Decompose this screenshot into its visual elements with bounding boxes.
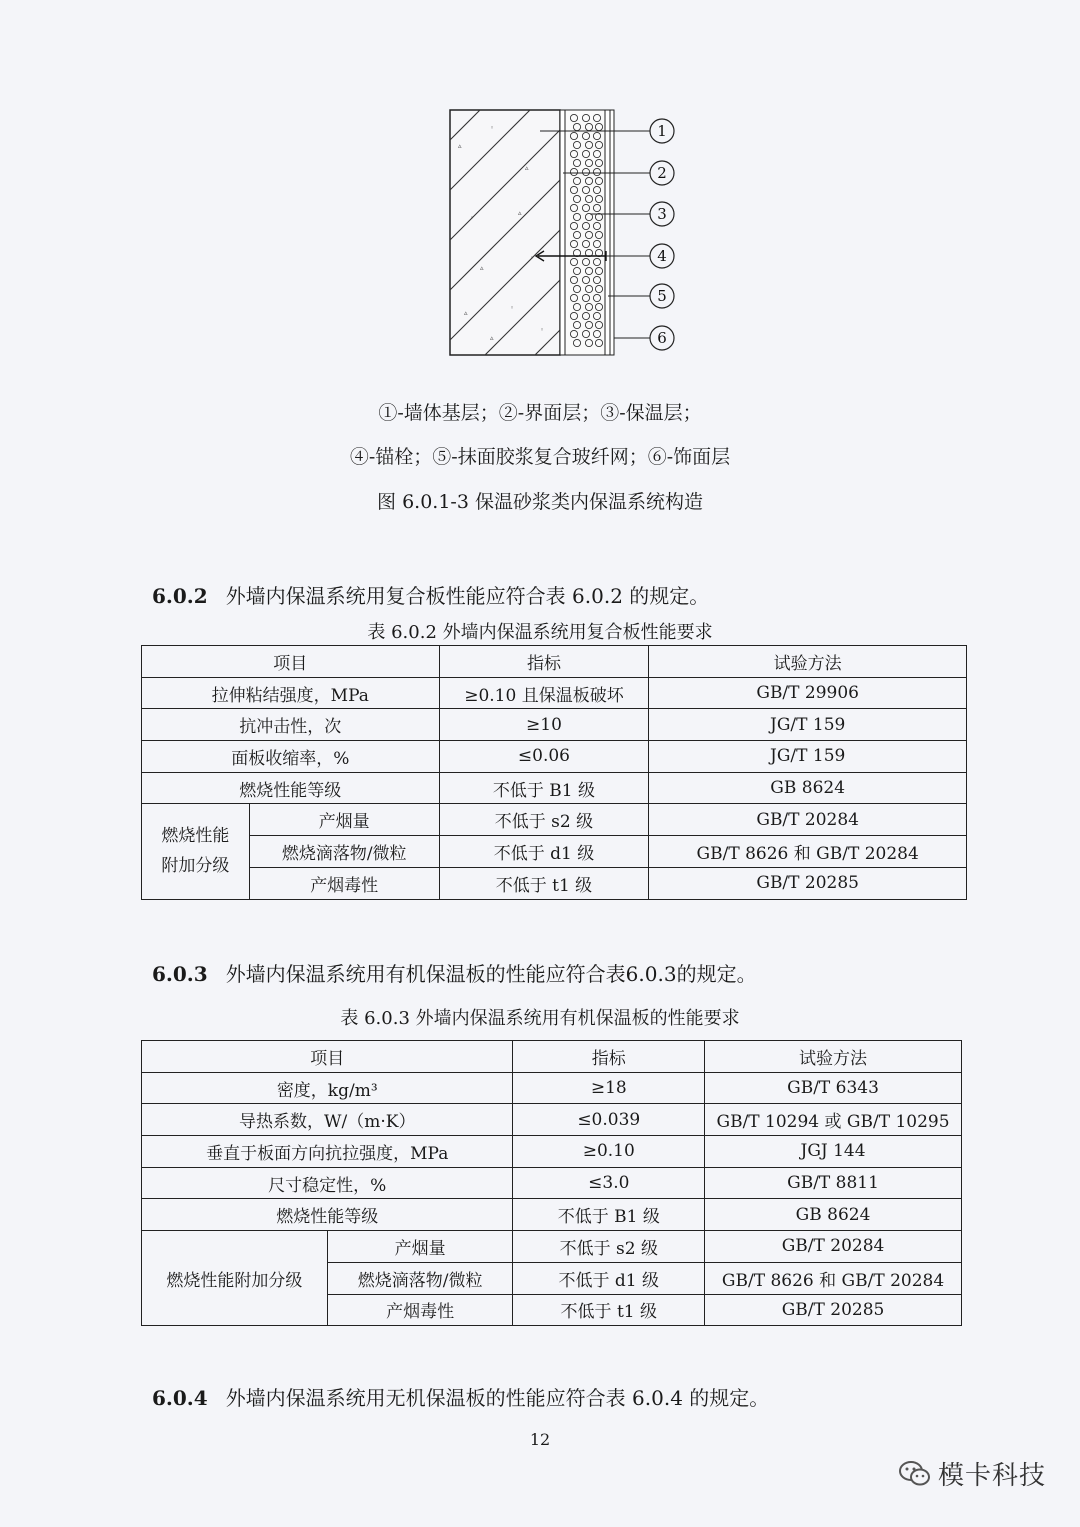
wall-construction-diagram [430, 100, 690, 365]
cell-group-label: 燃烧性能附加分级 [142, 1231, 328, 1326]
clause-text: 外墙内保温系统用无机保温板的性能应符合表 6.0.4 的规定。 [225, 1386, 770, 1410]
callout-2: 2 [657, 164, 667, 182]
cell-item: 拉伸粘结强度，MPa [142, 677, 440, 709]
table-row [142, 1072, 962, 1104]
header-value: 指标 [439, 646, 649, 678]
table-6-0-3 [141, 1040, 962, 1326]
table-row [142, 1136, 962, 1168]
cell-value: 不低于 d1 级 [513, 1262, 705, 1294]
insulation-layer [565, 110, 605, 355]
cell-value: 不低于 t1 级 [439, 867, 649, 899]
cell-item: 燃烧滴落物/微粒 [249, 836, 439, 868]
callout-3: 3 [657, 205, 667, 223]
cell-method: GB/T 10294 或 GB/T 10295 [705, 1104, 962, 1136]
table-header-row [142, 646, 967, 678]
cell-item: 燃烧性能等级 [142, 1199, 513, 1231]
cell-item: 抗冲击性，次 [142, 709, 440, 741]
svg-text:◦: ◦ [530, 254, 535, 262]
cell-item: 面板收缩率，% [142, 741, 440, 773]
cell-value: 不低于 d1 级 [439, 836, 649, 868]
cell-method: JG/T 159 [649, 709, 967, 741]
clause-number: 6.0.2 [152, 584, 208, 608]
cell-value: ≥10 [439, 709, 649, 741]
svg-text:◦: ◦ [510, 304, 515, 312]
header-method: 试验方法 [705, 1041, 962, 1073]
wechat-icon [898, 1459, 932, 1489]
clause-6-0-4 [152, 1382, 769, 1411]
figure-caption: 图 6.0.1-3 保温砂浆类内保温系统构造 [377, 491, 703, 513]
cell-item: 燃烧滴落物/微粒 [327, 1262, 513, 1294]
svg-text:▵: ▵ [525, 164, 529, 172]
cell-value: 不低于 B1 级 [513, 1199, 705, 1231]
cell-group-label [142, 804, 250, 899]
cell-item: 导热系数，W/（m·K） [142, 1104, 513, 1136]
svg-text:◦: ◦ [490, 124, 495, 132]
cell-method: GB 8624 [705, 1199, 962, 1231]
cell-value: ≥0.10 且保温板破坏 [439, 677, 649, 709]
cell-item: 尺寸稳定性，% [142, 1167, 513, 1199]
cell-item: 产烟毒性 [249, 867, 439, 899]
cell-value: ≥18 [513, 1072, 705, 1104]
svg-text:▵: ▵ [464, 309, 468, 317]
table-row [142, 677, 967, 709]
callout-5: 5 [657, 287, 667, 305]
cell-method: GB/T 20285 [705, 1294, 962, 1326]
svg-text:▵: ▵ [490, 334, 494, 342]
table-6-0-3-caption: 表 6.0.3 外墙内保温系统用有机保温板的性能要求 [340, 1008, 740, 1029]
table-header-row [142, 1041, 962, 1073]
cell-method: GB/T 20284 [649, 804, 967, 836]
table-row [142, 741, 967, 773]
cell-item: 燃烧性能等级 [142, 772, 440, 804]
callout-6: 6 [657, 329, 667, 347]
callout-4: 4 [657, 247, 667, 265]
mortar-mesh-layer [605, 110, 610, 355]
group-label-line-1: 燃烧性能 [161, 826, 230, 847]
table-row [142, 1231, 962, 1263]
cell-value: ≤0.06 [439, 741, 649, 773]
header-method: 试验方法 [649, 646, 967, 678]
cell-item: 垂直于板面方向抗拉强度，MPa [142, 1136, 513, 1168]
cell-value: 不低于 B1 级 [439, 772, 649, 804]
svg-text:◦: ◦ [470, 214, 475, 222]
cell-method: JGJ 144 [705, 1136, 962, 1168]
clause-number: 6.0.3 [152, 962, 208, 986]
svg-text:▵: ▵ [480, 264, 484, 272]
cell-method: GB/T 6343 [705, 1072, 962, 1104]
table-row [142, 772, 967, 804]
table-row [142, 867, 967, 899]
svg-text:◦: ◦ [540, 326, 545, 334]
svg-text:▵: ▵ [458, 142, 462, 150]
cell-item: 密度，kg/m³ [142, 1072, 513, 1104]
clause-text: 外墙内保温系统用复合板性能应符合表 6.0.2 的规定。 [225, 584, 710, 608]
cell-method: GB/T 8811 [705, 1167, 962, 1199]
cell-value: ≤0.039 [513, 1104, 705, 1136]
header-item: 项目 [142, 646, 440, 678]
callout-1: 1 [657, 122, 667, 140]
cell-value: 不低于 s2 级 [439, 804, 649, 836]
table-row [142, 1167, 962, 1199]
cell-value: 不低于 t1 级 [513, 1294, 705, 1326]
cell-method: GB/T 20285 [649, 867, 967, 899]
figure-legend-line-1: ①-墙体基层；②-界面层；③-保温层； [378, 402, 702, 424]
cell-value: ≤3.0 [513, 1167, 705, 1199]
finish-layer [610, 110, 614, 355]
clause-6-0-2 [152, 580, 709, 609]
table-6-0-2-caption: 表 6.0.2 外墙内保温系统用复合板性能要求 [367, 622, 713, 643]
cell-value: ≥0.10 [513, 1136, 705, 1168]
group-label-line-2: 附加分级 [161, 856, 230, 877]
clause-number: 6.0.4 [152, 1386, 208, 1410]
figure-legend-line-2: ④-锚栓；⑤-抹面胶浆复合玻纤网；⑥-饰面层 [349, 446, 731, 468]
cell-method: GB/T 29906 [649, 677, 967, 709]
table-row [142, 709, 967, 741]
cell-value: 不低于 s2 级 [513, 1231, 705, 1263]
cell-method: GB/T 20284 [705, 1231, 962, 1263]
clause-text: 外墙内保温系统用有机保温板的性能应符合表6.0.3的规定。 [225, 962, 757, 986]
header-value: 指标 [513, 1041, 705, 1073]
table-row [142, 804, 967, 836]
table-row [142, 836, 967, 868]
cell-method: JG/T 159 [649, 741, 967, 773]
cell-item: 产烟量 [327, 1231, 513, 1263]
table-row [142, 1104, 962, 1136]
header-item: 项目 [142, 1041, 513, 1073]
clause-6-0-3 [152, 958, 757, 987]
cell-method: GB/T 8626 和 GB/T 20284 [649, 836, 967, 868]
table-row [142, 1199, 962, 1231]
svg-text:▵: ▵ [518, 209, 522, 217]
cell-item: 产烟量 [249, 804, 439, 836]
table-6-0-2 [141, 645, 967, 900]
watermark-text: 模卡科技 [938, 1461, 1047, 1491]
watermark [898, 1455, 1046, 1492]
page-number: 12 [529, 1430, 551, 1449]
cell-method: GB 8624 [649, 772, 967, 804]
cell-item: 产烟毒性 [327, 1294, 513, 1326]
interface-layer [560, 110, 565, 355]
cell-method: GB/T 8626 和 GB/T 20284 [705, 1262, 962, 1294]
